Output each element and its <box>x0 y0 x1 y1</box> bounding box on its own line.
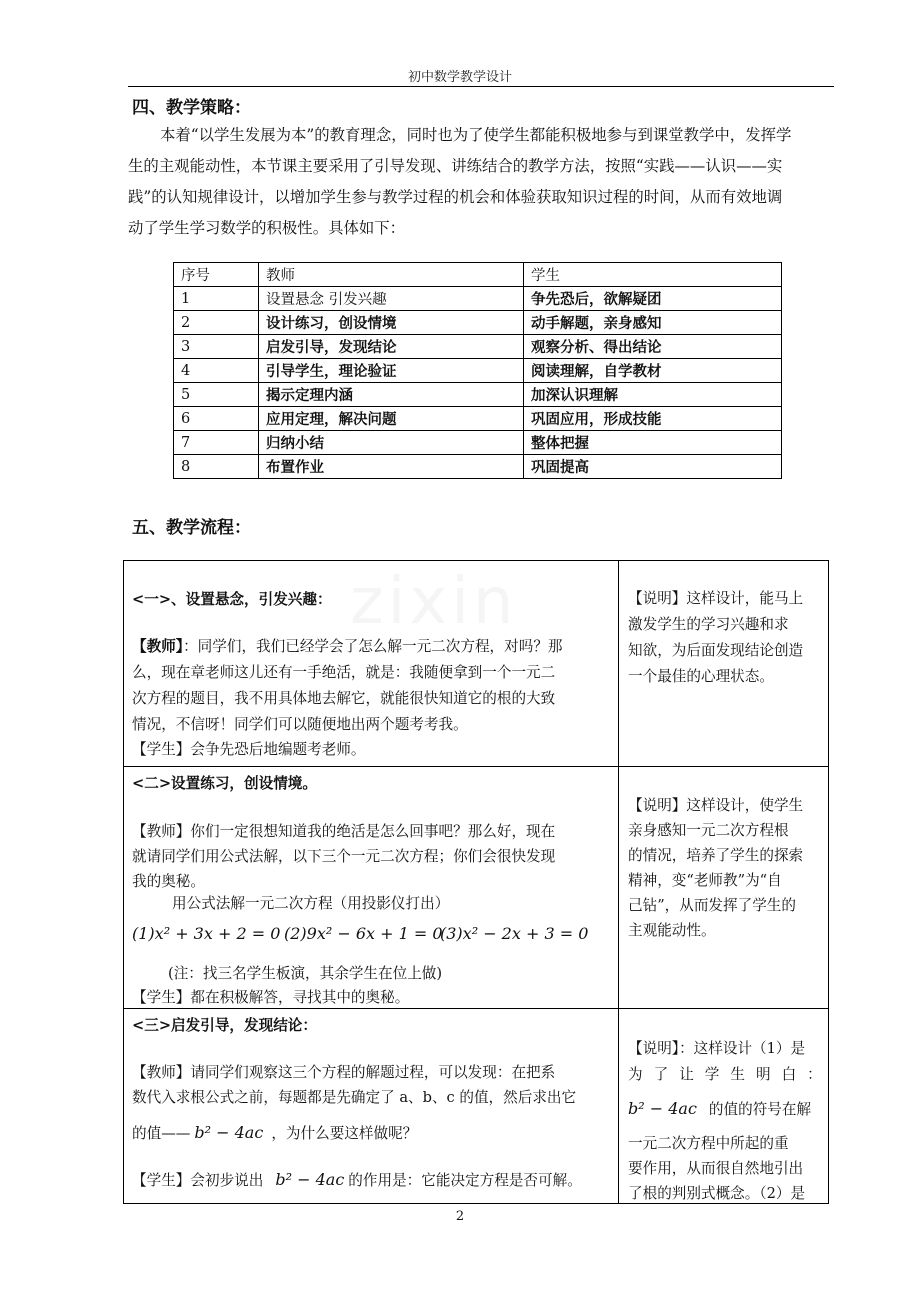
table-header-teacher: 教师 <box>259 263 524 287</box>
note-line: 的情况，培养了学生的探索 <box>628 847 804 864</box>
table-row <box>174 359 782 383</box>
step1-teacher-text: ：同学们，我们已经学会了怎么解一元二次方程，对吗？那 <box>183 638 563 655</box>
equation-2: (2)9x² − 6x + 1 = 0 <box>284 924 443 943</box>
table-cell: 整体把握 <box>524 431 782 455</box>
step2-student-line: 【学生】都在积极解答，寻找其中的奥秘。 <box>132 989 410 1006</box>
table-cell: 引导学生，理论验证 <box>259 359 524 383</box>
note-line: 知欲，为后面发现结论创造 <box>628 642 804 659</box>
discriminant-expression: b² − 4ac <box>194 1123 264 1142</box>
table-cell: 归纳小结 <box>259 431 524 455</box>
table-cell: 动手解题，亲身感知 <box>524 311 782 335</box>
table-cell: 阅读理解，自学教材 <box>524 359 782 383</box>
paragraph-line: 生的主观能动性，本节课主要采用了引导发现、讲练结合的教学方法，按照“实践——认识——实 <box>128 157 783 175</box>
teacher-tag: 【教师】 <box>132 638 184 655</box>
table-row <box>174 407 782 431</box>
section4-paragraph <box>128 120 834 244</box>
note-line: 激发学生的学习兴趣和求 <box>628 616 789 633</box>
table-cell: 启发引导，发现结论 <box>259 335 524 359</box>
table-row <box>174 383 782 407</box>
step2-remark: (注：找三名学生板演，其余学生在位上做) <box>168 965 443 982</box>
step3-student-line <box>132 1169 582 1190</box>
note-line: 【说明】：这样设计（1）是 <box>628 1040 806 1057</box>
table-cell: 设计练习，创设情境 <box>259 311 524 335</box>
table-cell: 3 <box>174 335 259 359</box>
note-line: 亲身感知一元二次方程根 <box>628 822 789 839</box>
step2-teacher-line: 我的奥秘。 <box>132 873 205 890</box>
watermark: zixin <box>350 565 518 639</box>
step1-teacher-line: 么，现在章老师这儿还有一手绝活，就是：我随便拿到一个一元二 <box>132 664 556 681</box>
step2-teacher-line: 就请同学们用公式法解，以下三个一元二次方程；你们会很快发现 <box>132 848 556 865</box>
section5-heading: 五、教学流程： <box>132 518 251 538</box>
paragraph-line: 践”的认知规律设计，以增加学生参与教学过程的机会和体验获取知识过程的时间，从而有效地调 <box>128 188 783 206</box>
table-row <box>174 311 782 335</box>
table-cell: 5 <box>174 383 259 407</box>
table-cell: 争先恐后，欲解疑团 <box>524 287 782 311</box>
note-line: 己钻”，从而发挥了学生的 <box>628 897 796 914</box>
table-cell: 2 <box>174 311 259 335</box>
step1-title: <一>、设置悬念，引发兴趣： <box>132 591 332 608</box>
table-cell: 加深认识理解 <box>524 383 782 407</box>
table-cell: 布置作业 <box>259 455 524 479</box>
step3-student-a: 【学生】会初步说出 <box>132 1172 264 1189</box>
step3-text-a: 的值—— <box>132 1125 191 1142</box>
note-line: 一个最佳的心理状态。 <box>628 668 774 685</box>
step3-student-b: 的作用是：它能决定方程是否可解。 <box>348 1172 582 1189</box>
table-cell: 巩固应用，形成技能 <box>524 407 782 431</box>
table-cell: 4 <box>174 359 259 383</box>
step3-text-b: ，为什么要这样做呢？ <box>271 1125 418 1142</box>
note-line <box>628 1098 811 1119</box>
table-cell: 6 <box>174 407 259 431</box>
strategy-table <box>173 262 782 479</box>
step3-title: <三>启发引导，发现结论： <box>132 1017 317 1034</box>
note-line: 一元二次方程中所起的重 <box>628 1135 789 1152</box>
table-cell: 1 <box>174 287 259 311</box>
row-divider <box>124 1008 828 1009</box>
step3-teacher-line: 数代入求根公式之前，每题都是先确定了 a、b、c 的值，然后求出它 <box>132 1089 577 1106</box>
discriminant-expression: b² − 4ac <box>628 1099 697 1118</box>
note-line: 精神，变“老师教”为“自 <box>628 872 782 889</box>
table-cell: 设置悬念 引发兴趣 <box>259 287 524 311</box>
column-divider <box>618 561 619 1203</box>
note-line: 【说明】这样设计，能马上 <box>628 590 804 607</box>
step2-intro: 用公式法解一元二次方程（用投影仪打出） <box>172 895 450 912</box>
table-cell: 揭示定理内涵 <box>259 383 524 407</box>
step1-student-line: 【学生】会争先恐后地编题考老师。 <box>132 741 366 758</box>
note-text: 的值的符号在解 <box>708 1101 812 1118</box>
table-cell: 7 <box>174 431 259 455</box>
table-cell: 应用定理，解决问题 <box>259 407 524 431</box>
note-line: 【说明】这样设计，使学生 <box>628 797 804 814</box>
step1-teacher-line <box>132 635 563 656</box>
note-line: 主观能动性。 <box>628 922 716 939</box>
note-line: 为了让学生明白： <box>628 1066 833 1083</box>
step1-teacher-line: 次方程的题目，我不用具体地去解它，就能很快知道它的根的大致 <box>132 690 556 707</box>
header-rule <box>128 86 834 87</box>
step1-teacher-line: 情况，不信呀！同学们可以随便地出两个题考考我。 <box>132 716 468 733</box>
table-header-student: 学生 <box>524 263 782 287</box>
table-cell: 8 <box>174 455 259 479</box>
table-row <box>174 455 782 479</box>
step2-teacher-line: 【教师】你们一定很想知道我的绝活是怎么回事吧？那么好，现在 <box>132 823 556 840</box>
table-cell: 观察分析、得出结论 <box>524 335 782 359</box>
flow-table <box>123 560 833 1204</box>
paragraph-line: 本着“以学生发展为本”的教育理念，同时也为了使学生都能积极地参与到课堂教学中，发挥学 <box>160 126 792 144</box>
note-line: 要作用，从而很自然地引出 <box>628 1160 804 1177</box>
section4-heading: 四、教学策略： <box>132 98 251 118</box>
page-number: 2 <box>455 1209 465 1224</box>
table-row <box>174 335 782 359</box>
equation-1: (1)x² + 3x + 2 = 0 <box>132 924 281 943</box>
equation-3: (3)x² − 2x + 3 = 0 <box>440 924 589 943</box>
table-row <box>174 431 782 455</box>
discriminant-expression: b² − 4ac <box>275 1170 345 1189</box>
step3-teacher-line: 【教师】请同学们观察这三个方程的解题过程，可以发现：在把系 <box>132 1064 556 1081</box>
row-divider <box>124 766 828 767</box>
table-header-index: 序号 <box>174 263 259 287</box>
paragraph-line: 动了学生学习数学的积极性。具体如下： <box>128 219 406 237</box>
note-line: 了根的判别式概念。（2）是 <box>628 1185 806 1202</box>
step2-title: <二>设置练习，创设情境。 <box>132 775 317 792</box>
header-title: 初中数学教学设计 <box>407 70 512 85</box>
table-cell: 巩固提高 <box>524 455 782 479</box>
table-row <box>174 287 782 311</box>
step3-teacher-line <box>132 1122 417 1143</box>
